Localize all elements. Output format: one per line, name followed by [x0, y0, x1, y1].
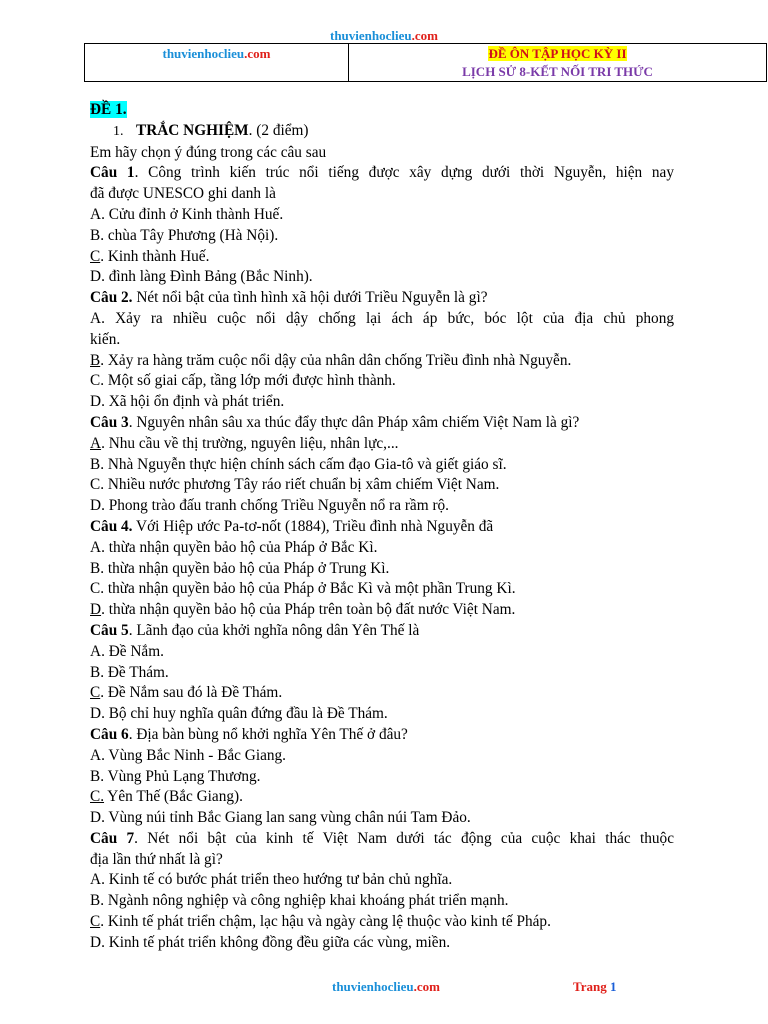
- question-2: Câu 2. Nét nổi bật của tình hình xã hội dưới Triều Nguyễn là gì?: [90, 289, 488, 307]
- option-correct: C. Kinh thành Huế.: [90, 247, 210, 265]
- question-1-continued: đã được UNESCO ghi danh là: [90, 185, 276, 203]
- header-left-cell: thuvienhoclieu.com: [85, 44, 349, 82]
- option: B. Đề Thám.: [90, 663, 169, 681]
- option: A. Xảy ra nhiều cuộc nổi dậy chống lại ách áp bức, bóc lột của địa chủ phong: [90, 309, 674, 327]
- option: C. Một số giai cấp, tầng lớp mới được hình thành.: [90, 372, 396, 390]
- option: A. Cửu đỉnh ở Kinh thành Huế.: [90, 205, 284, 223]
- option: D. Phong trào đấu tranh chống Triều Nguyễn nổ ra rầm rộ.: [90, 497, 450, 515]
- option: A. Kinh tế có bước phát triển theo hướng tư bản chủ nghĩa.: [90, 871, 453, 889]
- question-6: Câu 6. Địa bàn bùng nổ khởi nghĩa Yên Thế ở đâu?: [90, 725, 408, 743]
- page-number: Trang 1: [573, 979, 617, 994]
- question-7-continued: địa lần thứ nhất là gì?: [90, 850, 223, 868]
- option: C. thừa nhận quyền bảo hộ của Pháp ở Bắc Kì và một phần Trung Kì.: [90, 580, 516, 598]
- question-5: Câu 5. Lãnh đạo của khởi nghĩa nông dân Yên Thế là: [90, 621, 420, 639]
- site-watermark-bottom: thuvienhoclieu.com: [332, 979, 440, 994]
- question-3: Câu 3. Nguyên nhân sâu xa thúc đẩy thực dân Pháp xâm chiếm Việt Nam là gì?: [90, 413, 580, 431]
- option: A. Đề Nắm.: [90, 642, 164, 660]
- option: B. Vùng Phủ Lạng Thương.: [90, 767, 261, 785]
- header-right-cell: [349, 44, 767, 82]
- exam-number-heading: ĐỀ 1.: [90, 101, 127, 118]
- exam-subject: LỊCH SỬ 8-KẾT NỐI TRI THỨC: [462, 64, 653, 79]
- question-7: Câu 7. Nét nổi bật của kinh tế Việt Nam dưới tác động của cuộc khai thác thuộc: [90, 829, 674, 847]
- option-continued: kiến.: [90, 330, 121, 348]
- option: D. Kinh tế phát triển không đồng đều giữa các vùng, miền.: [90, 933, 451, 951]
- option-correct: D. thừa nhận quyền bảo hộ của Pháp trên toàn bộ đất nước Việt Nam.: [90, 601, 516, 619]
- option-correct: A. Nhu cầu về thị trường, nguyên liệu, nhân lực,...: [90, 434, 399, 452]
- question-4: Câu 4. Với Hiệp ước Pa-tơ-nốt (1884), Triều đình nhà Nguyễn đã: [90, 517, 494, 535]
- site-watermark-top: thuvienhoclieu.com: [330, 28, 438, 43]
- option-correct: C. Đề Nắm sau đó là Đề Thám.: [90, 684, 283, 702]
- option: A. Vùng Bắc Ninh - Bắc Giang.: [90, 746, 287, 764]
- option-correct: B. Xảy ra hàng trăm cuộc nổi dậy của nhân dân chống Triều đình nhà Nguyễn.: [90, 351, 572, 369]
- question-1: Câu 1. Công trình kiến trúc nổi tiếng được xây dựng dưới thời Nguyễn, hiện nay: [90, 164, 674, 182]
- option: D. Xã hội ổn định và phát triển.: [90, 393, 285, 411]
- option-correct: C. Kinh tế phát triển chậm, lạc hậu và ngày càng lệ thuộc vào kinh tế Pháp.: [90, 913, 551, 931]
- option: D. đình làng Đình Bảng (Bắc Ninh).: [90, 268, 313, 286]
- option-correct: C. Yên Thế (Bắc Giang).: [90, 788, 243, 806]
- option: B. chùa Tây Phương (Hà Nội).: [90, 226, 279, 244]
- header-table: [84, 43, 767, 82]
- exam-title: ĐỀ ÔN TẬP HỌC KỲ II: [488, 46, 627, 61]
- option: B. thừa nhận quyền bảo hộ của Pháp ở Trung Kì.: [90, 559, 390, 577]
- option: C. Nhiều nước phương Tây ráo riết chuẩn bị xâm chiếm Việt Nam.: [90, 476, 500, 494]
- option: D. Bộ chỉ huy nghĩa quân đứng đầu là Đề Thám.: [90, 705, 388, 723]
- option: B. Ngành nông nghiệp và công nghiệp khai khoáng phát triển mạnh.: [90, 892, 509, 910]
- option: A. thừa nhận quyền bảo hộ của Pháp ở Bắc Kì.: [90, 538, 378, 556]
- option: B. Nhà Nguyễn thực hiện chính sách cấm đạo Gia-tô và giết giáo sĩ.: [90, 455, 507, 473]
- option: D. Vùng núi tỉnh Bắc Giang lan sang vùng chân núi Tam Đảo.: [90, 809, 471, 827]
- document-body: [90, 100, 674, 954]
- page-footer: [0, 979, 768, 999]
- instruction-text: Em hãy chọn ý đúng trong các câu sau: [90, 143, 327, 161]
- section-heading: 1. TRẮC NGHIỆM. (2 điểm): [113, 121, 309, 139]
